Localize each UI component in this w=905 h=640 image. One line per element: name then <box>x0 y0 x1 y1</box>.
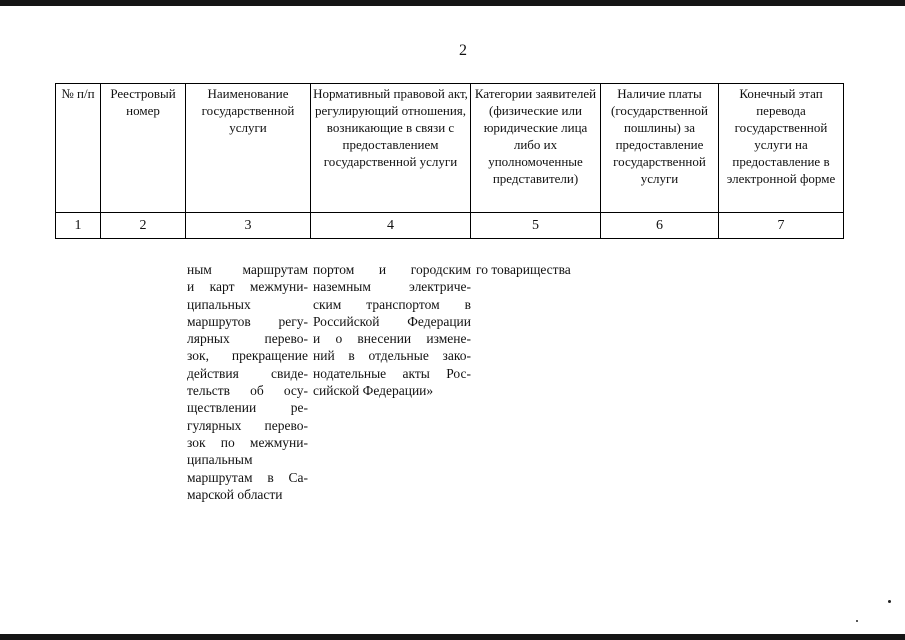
text-line: марской области <box>187 486 283 502</box>
header-cell-legal-act: Нормативный правовой акт, регулирующий отношения, возникающие в связи с предоставлением государственной услуги <box>311 84 471 213</box>
text-line: и карт межмуни- <box>187 279 308 295</box>
column-number: 7 <box>719 213 844 239</box>
text-line: действия свиде- <box>187 365 308 381</box>
text-line: ским транспортом в <box>313 296 471 312</box>
header-cell-applicant-categories: Категории заявителей (физические или юридические лица либо их уполномоченные представители) <box>471 84 601 213</box>
text-line: ципальных <box>187 296 251 312</box>
text-line: лярных перево- <box>187 331 308 347</box>
column-number: 6 <box>601 213 719 239</box>
column-number: 4 <box>311 213 471 239</box>
header-row <box>56 84 844 213</box>
text-line: сийской Федерации» <box>313 383 434 399</box>
text-line: портом и городским <box>313 262 471 277</box>
text-line: зок, прекращение <box>187 348 308 364</box>
text-line: и о внесении измене- <box>313 331 471 347</box>
continuation-applicant-categories <box>476 261 596 278</box>
column-number: 1 <box>56 213 101 239</box>
continuation-service-name <box>187 261 308 503</box>
text-line: ципальным <box>187 452 253 468</box>
text-line: Российской Федерации <box>313 313 471 329</box>
text-line: наземным электриче- <box>313 279 471 295</box>
text-line: нодательные акты Рос- <box>313 365 471 381</box>
text-line: маршрутам в Са- <box>187 469 308 485</box>
scan-bottom-border <box>0 634 905 640</box>
header-cell-number: № п/п <box>56 84 101 213</box>
column-number: 5 <box>471 213 601 239</box>
header-cell-final-stage: Конечный этап перевода государственной услуги на предоставление в электронной форме <box>719 84 844 213</box>
text-line: ществлении ре- <box>187 400 308 416</box>
page-number: 2 <box>459 42 467 59</box>
column-number-row <box>56 213 844 239</box>
text-line: го товарищества <box>476 262 571 277</box>
text-line: тельств об осу- <box>187 383 308 399</box>
scan-top-border <box>0 0 905 6</box>
continuation-legal-act <box>313 261 471 399</box>
text-line: ний в отдельные зако- <box>313 348 471 364</box>
text-line: гулярных перево- <box>187 417 308 433</box>
column-number: 2 <box>101 213 186 239</box>
text-line: зок по межмуни- <box>187 434 308 450</box>
text-line: ным маршрутам <box>187 262 308 277</box>
column-number: 3 <box>186 213 311 239</box>
scan-speck <box>888 600 891 603</box>
header-cell-registry-number: Реестровый номер <box>101 84 186 213</box>
services-table-header <box>55 83 844 239</box>
header-cell-fee: Наличие платы (государственной пошлины) за предоставление государственной услуги <box>601 84 719 213</box>
text-line: маршрутов регу- <box>187 313 308 329</box>
scan-speck <box>856 620 858 622</box>
header-cell-service-name: Наименование государственной услуги <box>186 84 311 213</box>
